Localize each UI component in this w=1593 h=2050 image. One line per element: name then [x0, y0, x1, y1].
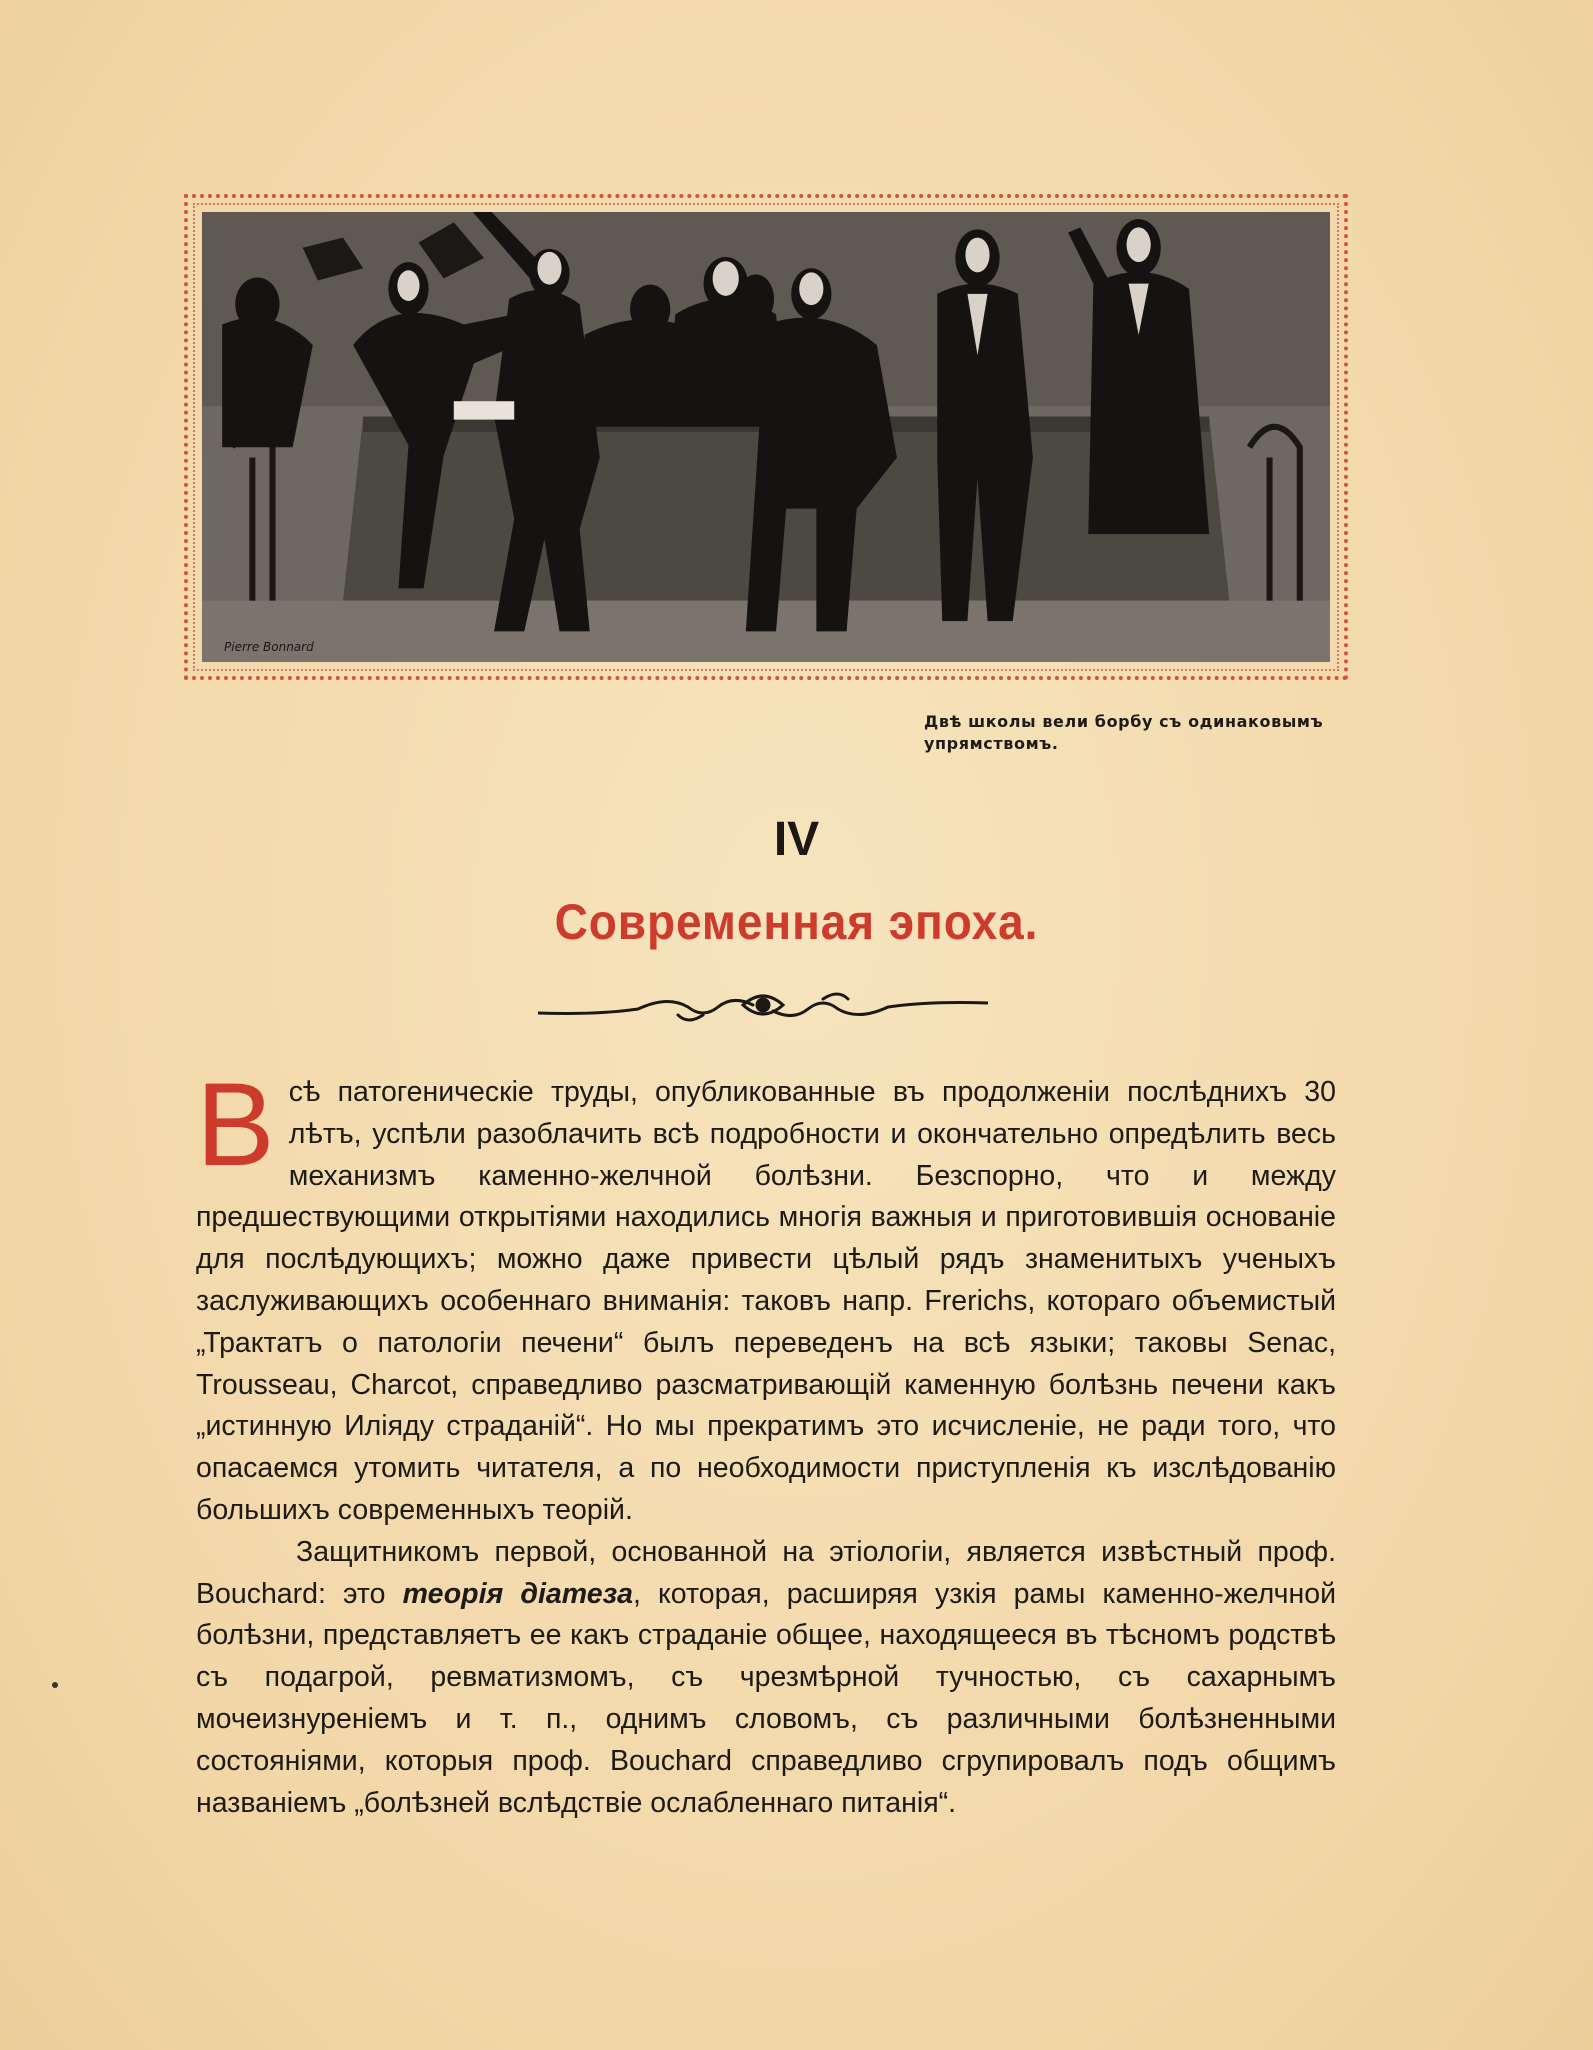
drop-cap: В [196, 1059, 275, 1191]
paragraph-2-before: Защитникомъ первой, основанной на этіологіи, является извѣстный проф. Bouchard: это [196, 1535, 1336, 1610]
article-body [196, 1059, 1336, 1824]
paper-speck [52, 1682, 58, 1688]
doctors-arguing-drawing [202, 212, 1330, 662]
chapter-number: IV [773, 813, 820, 866]
caricature-illustration [202, 212, 1330, 662]
paragraph-2-emphasis: теорія діатеза [402, 1577, 633, 1610]
chapter-title: Современная эпоха. [554, 894, 1039, 950]
paragraph-2-after: , которая, расширяя узкія рамы каменно-желчной болѣзни, представляетъ ее какъ страданіе общее, находящееся въ тѣсномъ родствѣ съ подагрой, ревматизмомъ, съ чрезмѣрной тучностью, съ сахарнымъ мочеизнуреніемъ и т. п., однимъ словомъ, съ различными болѣзненными состояніями, которыя проф. Bouchard справедливо сгрупировалъ подъ общимъ названіемъ „болѣзней вслѣдствіе ослабленнаго питанія“. [196, 1577, 1336, 1819]
paragraph-2 [196, 1532, 1336, 1825]
paragraph-1 [196, 1059, 1336, 1532]
decorative-flourish-icon [538, 985, 988, 1031]
paragraph-1-text: сѣ патогеническіе труды, опубликованные въ продолженіи послѣднихъ 30 лѣтъ, успѣли разоблачить всѣ подробности и окончательно опредѣлить весь механизмъ каменно-желчной болѣзни. Безспорно, что и между предшествующими открытіями находились многія важныя и приготовившія основаніе для послѣдующихъ; можно даже привести цѣлый рядъ знаменитыхъ ученыхъ заслуживающихъ особеннаго вниманія: таковъ напр. Frerichs, котораго объемистый „Трактатъ о патологіи печени“ былъ переведенъ на всѣ языки; таковы Senac, Trousseau, Charcot, справедливо разсматривающій каменную болѣзнь печени какъ „истинную Иліяду страданій“. Но мы прекратимъ это исчисленіе, не ради того, что опасаемся утомить читателя, а по необходимости приступленія къ изслѣдованію большихъ современныхъ теорій. [196, 1076, 1336, 1526]
illustration-caption: Двѣ школы вели борбу съ одинаковымъ упрямствомъ. [924, 712, 1324, 753]
artist-signature: Pierre Bonnard [224, 640, 314, 654]
illustration-frame [184, 194, 1348, 680]
